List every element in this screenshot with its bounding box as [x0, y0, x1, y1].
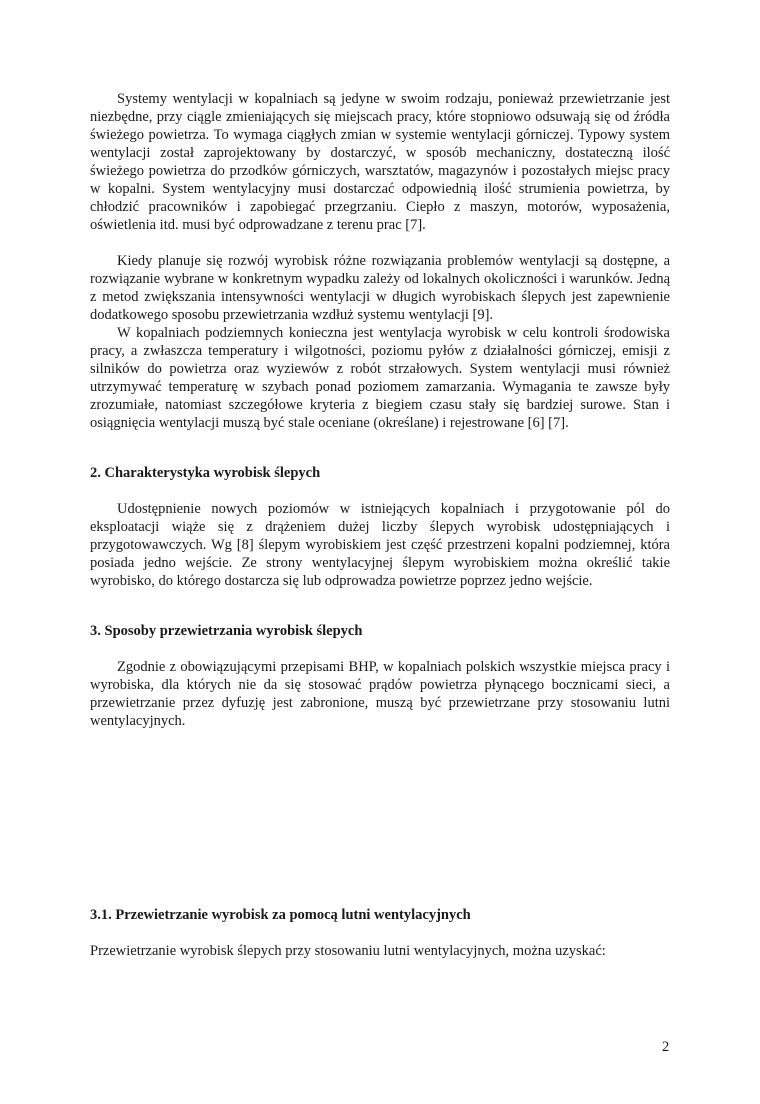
document-page: [90, 90, 670, 960]
section-heading-3-1: 3.1. Przewietrzanie wyrobisk za pomocą lutni wentylacyjnych: [90, 907, 471, 923]
paragraph-underground-mines: W kopalniach podziemnych konieczna jest wentylacja wyrobisk w celu kontroli środowiska pracy, a zwłaszcza temperatury i wilgotności, poziomu pyłów z działalności górniczej, emisji z silników do powietrza oraz wyziewów z robót strzałowych. System wentylacji musi również utrzymywać temperaturę w szybach ponad poziomem zamarzania. Wymagania te zawsze były zrozumiałe, natomiast szczegółowe kryteria z biegiem czasu stały się bardziej surowe. Stan i osiągnięcia wentylacji muszą być stale oceniane (określane) i rejestrowane [6] [7].: [90, 325, 670, 431]
paragraph-dead-end-characteristics: Udostępnienie nowych poziomów w istniejących kopalniach i przygotowanie pól do eksploatacji wiąże się z drążeniem dużej liczby ślepych wyrobisk udostępniających i przygotowawczych. Wg [8] ślepym wyrobiskiem jest część przestrzeni kopalni podziemnej, która posiada jedno wejście. Ze strony wentylacyjnej ślepym wyrobiskiem można określić takie wyrobisko, do którego dostarcza się lub odprowadza powietrze poprzez jedno wejście.: [90, 501, 670, 589]
paragraph-ventilation-ducts-intro: Przewietrzanie wyrobisk ślepych przy stosowaniu lutni wentylacyjnych, można uzyskać:: [90, 943, 606, 959]
section-heading-2: 2. Charakterystyka wyrobisk ślepych: [90, 465, 321, 481]
paragraph-planning-development: Kiedy planuje się rozwój wyrobisk różne rozwiązania problemów wentylacji są dostępne, a rozwiązanie wybrane w konkretnym wypadku zależy od lokalnych okoliczności i warunków. Jedną z metod zwiększania intensywności wentylacji w długich wyrobiskach ślepych jest zapewnienie dodatkowego sposobu przewietrzania wzdłuż systemu wentylacji [9].: [90, 253, 670, 323]
page-number: 2: [662, 1039, 670, 1055]
paragraph-ventilation-systems: Systemy wentylacji w kopalniach są jedyne w swoim rodzaju, ponieważ przewietrzanie jest niezbędne, przy ciągle zmieniających się miejscach pracy, które stopniowo odsuwają się od źródła świeżego powietrza. To wymaga ciągłych zmian w systemie wentylacji górniczej. Typowy system wentylacji został zaprojektowany by dostarczyć, w sposób mechaniczny, dostateczną ilość świeżego powietrza do przodków górniczych, warsztatów, magazynów i pozostałych miejsc pracy w kopalni. System wentylacyjny musi dostarczać odpowiednią ilość strumienia powietrza, by chłodzić pracowników i zapobiegać przegrzaniu. Ciepło z maszyn, motorów, wyposażenia, oświetlenia itd. musi być odprowadzane z terenu prac [7].: [90, 91, 670, 233]
paragraph-bhp-regulations: Zgodnie z obowiązującymi przepisami BHP, w kopalniach polskich wszystkie miejsca pracy i wyrobiska, dla których nie da się stosować prądów powietrza płynącego bocznicami sieci, a przewietrzanie przez dyfuzję jest zabronione, muszą być przewietrzane przy stosowaniu lutni wentylacyjnych.: [90, 659, 670, 729]
section-heading-3: 3. Sposoby przewietrzania wyrobisk ślepych: [90, 623, 363, 639]
